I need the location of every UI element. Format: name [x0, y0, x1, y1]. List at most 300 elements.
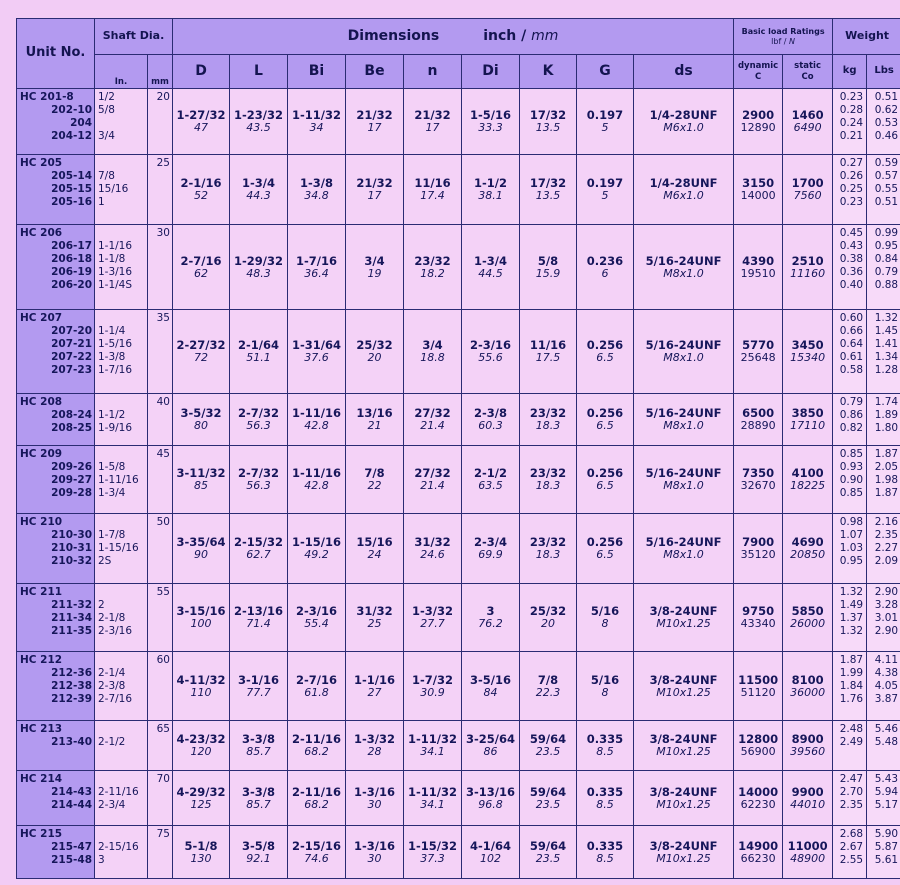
unit-no: 211-35 [51, 625, 92, 637]
dim-mm-value: 23.5 [535, 797, 561, 811]
dim-cell-ds [634, 155, 734, 225]
dim-inch-value: 23/32 [529, 535, 567, 549]
dim-inch-value: 2-7/32 [238, 406, 279, 420]
dim-mm-value: 8.5 [596, 851, 614, 865]
dim-inch-value: 1-15/16 [292, 535, 341, 549]
dim-mm-value: 34.1 [420, 797, 445, 811]
dim-cell-d [173, 310, 230, 394]
dim-cell-ds [634, 225, 734, 310]
dim-inch-value: 5/8 [537, 253, 559, 268]
dim-mm-value: 130 [190, 851, 212, 865]
dim-inch-value: 5/16-24UNF [645, 466, 722, 480]
dim-mm-value: 36.4 [304, 266, 329, 280]
dim-mm-value: 44.3 [246, 189, 271, 202]
static-load-cell [783, 155, 833, 225]
dim-mm-value: 27.7 [420, 617, 445, 630]
dim-inch-value: 5/16 [590, 672, 620, 687]
static-lbf-value: 4690 [791, 535, 824, 549]
static-load-cell [783, 584, 833, 652]
shaft-mm-cell: 55 [148, 584, 173, 652]
dynamic-load-cell [734, 446, 783, 514]
weight-kg-value: 0.90 [839, 474, 864, 486]
shaft-in-value [98, 227, 147, 240]
dim-inch-value: 27/32 [414, 466, 451, 480]
weight-lbs-cell [867, 826, 900, 879]
dim-inch-value: 25/32 [356, 338, 393, 352]
weight-kg-value: 2.68 [839, 828, 864, 840]
dim-inch-value: 1-11/16 [292, 466, 341, 480]
dim-cell-g [577, 446, 634, 514]
dim-cell-k [520, 225, 577, 310]
shaft-in-value [98, 586, 147, 599]
weight-lbs-value: 5.94 [874, 786, 899, 798]
dim-cell-be [346, 446, 404, 514]
dim-cell-be [346, 155, 404, 225]
dim-cell-ds [634, 394, 734, 446]
unit-no-cell [17, 89, 95, 155]
dim-mm-value: 43.5 [246, 121, 271, 134]
dim-mm-value: M10x1.25 [656, 685, 711, 699]
shaft-mm-cell: 70 [148, 771, 173, 826]
dynamic-lbf-value: 14000 [738, 784, 779, 799]
dim-mm-value: M10x1.25 [656, 797, 711, 811]
dim-inch-value: 3/8-24UNF [649, 732, 718, 746]
dim-inch-value: 3-11/32 [176, 466, 226, 480]
static-n-value: 26000 [790, 617, 826, 630]
dim-col-header-be: Be [346, 55, 404, 89]
weight-lbs-value: 5.61 [874, 854, 899, 866]
weight-kg-value: 1.37 [839, 612, 864, 624]
dim-inch-value: 1-5/16 [470, 108, 511, 122]
static-n-value: 20850 [790, 548, 826, 561]
dim-inch-value: 1-3/16 [354, 838, 395, 853]
load-units-lbf: lbf / [771, 36, 787, 46]
dim-cell-di [462, 584, 520, 652]
weight-lbs-value: 0.51 [874, 91, 899, 103]
shaft-in-header: In. [95, 55, 148, 89]
shaft-in-value [98, 516, 147, 529]
dim-cell-bi [288, 394, 346, 446]
dim-mm-value: 25 [367, 617, 382, 630]
dim-cell-l [230, 89, 288, 155]
dim-mm-value: 8.5 [596, 797, 614, 811]
unit-no: HC 214 [20, 773, 63, 785]
dim-cell-d [173, 394, 230, 446]
shaft-in-value: 2-1/4 [98, 667, 126, 679]
dim-cell-di [462, 155, 520, 225]
dim-cell-di [462, 446, 520, 514]
shaft-in-value: 1-7/16 [98, 364, 133, 376]
dim-inch-value: 3 [486, 604, 495, 618]
weight-lbs-value: 1.41 [874, 338, 899, 350]
dim-mm-value: 85 [194, 479, 208, 492]
dim-cell-d [173, 721, 230, 771]
dim-cell-n [404, 310, 462, 394]
shaft-in-value: 1-1/4S [98, 279, 133, 291]
dim-cell-bi [288, 514, 346, 584]
shaft-in-value [98, 773, 147, 786]
dim-inch-value: 13/16 [356, 406, 393, 420]
dim-cell-d [173, 514, 230, 584]
dynamic-lbf-value: 4390 [742, 253, 775, 268]
dim-inch-value: 3-5/16 [470, 672, 511, 687]
dim-mm-value: 24 [367, 548, 382, 561]
unit-no: HC 201-8 [20, 91, 74, 103]
dim-cell-n [404, 225, 462, 310]
dim-inch-value: 3-1/16 [238, 672, 279, 687]
dim-cell-be [346, 721, 404, 771]
weight-lbs-value: 5.48 [874, 736, 899, 748]
dynamic-symbol: C [754, 71, 762, 82]
dim-cell-k [520, 394, 577, 446]
dim-inch-value: 3-25/64 [466, 732, 515, 746]
dynamic-load-cell [734, 721, 783, 771]
dim-inch-value: 3-5/32 [180, 406, 222, 420]
weight-kg-cell [833, 826, 867, 879]
weight-lbs-cell [867, 652, 900, 721]
dim-inch-value: 21/32 [356, 176, 393, 190]
weight-kg-value: 0.98 [839, 516, 864, 528]
weight-lbs-value: 1.87 [874, 487, 899, 499]
unit-group-row [17, 446, 900, 514]
shaft-in-value: 1/2 [98, 91, 115, 103]
dim-mm-value: M10x1.25 [656, 745, 711, 758]
unit-no: HC 208 [20, 396, 63, 408]
dim-cell-k [520, 310, 577, 394]
static-lbf-value: 1700 [791, 176, 824, 190]
static-n-value: 7560 [793, 189, 822, 202]
shaft-in-value: 1-3/16 [98, 266, 133, 278]
shaft-in-value: 3 [98, 854, 105, 866]
dim-cell-ds [634, 826, 734, 879]
dim-inch-value: 1-23/32 [234, 108, 283, 122]
shaft-in-value: 1-11/16 [98, 474, 139, 486]
unit-no: 207-23 [51, 364, 92, 376]
unit-group-row [17, 155, 900, 225]
shaft-in-value: 2-3/16 [98, 625, 133, 637]
dim-col-header-bi: Bi [288, 55, 346, 89]
dim-inch-value: 59/64 [529, 732, 567, 746]
dim-cell-di [462, 721, 520, 771]
weight-kg-value: 2.70 [839, 786, 864, 798]
shaft-mm-cell: 75 [148, 826, 173, 879]
weight-lbs-value: 2.16 [874, 516, 899, 528]
shaft-in-cell [95, 89, 148, 155]
dim-mm-value: M8x1.0 [663, 548, 704, 561]
unit-no-cell [17, 155, 95, 225]
weight-lbs-cell [867, 514, 900, 584]
shaft-in-value: 15/16 [98, 183, 129, 195]
weight-kg-cell [833, 514, 867, 584]
dim-cell-l [230, 514, 288, 584]
weight-lbs-value: 0.79 [874, 266, 899, 278]
dim-cell-n [404, 721, 462, 771]
dim-cell-l [230, 225, 288, 310]
shaft-in-cell [95, 652, 148, 721]
dynamic-lbf-value: 12800 [738, 732, 779, 746]
dim-mm-value: 6.5 [596, 351, 614, 364]
dim-cell-g [577, 155, 634, 225]
unit-no: 210-30 [51, 529, 92, 541]
unit-no-cell [17, 394, 95, 446]
dim-inch-value: 5-1/8 [184, 838, 218, 853]
weight-lbs-value: 3.28 [874, 599, 899, 611]
dim-inch-value: 2-3/4 [474, 535, 507, 549]
dim-col-header-l: L [230, 55, 288, 89]
static-load-cell [783, 394, 833, 446]
dim-inch-value: 0.197 [586, 176, 624, 190]
dim-inch-value: 3/8-24UNF [649, 672, 718, 687]
dim-cell-k [520, 89, 577, 155]
dim-cell-l [230, 584, 288, 652]
dim-inch-value: 0.335 [586, 838, 624, 853]
dim-cell-be [346, 394, 404, 446]
dim-cell-di [462, 394, 520, 446]
dynamic-load-cell [734, 826, 783, 879]
dim-cell-bi [288, 721, 346, 771]
shaft-in-value: 1-9/16 [98, 422, 133, 434]
dim-mm-value: 17.5 [535, 351, 561, 364]
weight-kg-cell [833, 225, 867, 310]
dim-inch-value: 1-11/32 [408, 732, 457, 746]
weight-kg-cell [833, 394, 867, 446]
dim-mm-value: 23.5 [535, 851, 561, 865]
load-ratings-label: Basic load Ratings [741, 26, 825, 36]
weight-lbs-value: 0.46 [874, 130, 899, 142]
weight-lbs-value: 2.90 [874, 586, 899, 598]
static-lbf-value: 1460 [791, 108, 824, 122]
weight-kg-value: 0.25 [839, 183, 864, 195]
dim-inch-value: 1-7/16 [296, 253, 337, 268]
unit-no: 212-36 [51, 667, 92, 679]
dim-inch-value: 1-27/32 [176, 108, 226, 122]
unit-group-row [17, 652, 900, 721]
dynamic-lbf-value: 5770 [742, 338, 775, 352]
weight-kg-value: 1.84 [839, 680, 864, 692]
dim-mm-value: 28 [367, 745, 382, 758]
unit-no: HC 210 [20, 516, 63, 528]
unit-group-row [17, 310, 900, 394]
weight-kg-value: 0.85 [839, 487, 864, 499]
dimensions-label: Dimensions [347, 28, 440, 45]
dynamic-lbf-value: 7900 [742, 535, 775, 549]
shaft-in-value: 2-1/8 [98, 612, 126, 624]
dim-mm-value: 21 [367, 419, 382, 432]
unit-group-row [17, 721, 900, 771]
dim-mm-value: 80 [194, 419, 208, 432]
dim-inch-value: 1-7/32 [412, 672, 453, 687]
dynamic-n-value: 56900 [740, 745, 776, 758]
weight-kg-value: 2.49 [839, 736, 864, 748]
weight-lbs-cell [867, 225, 900, 310]
unit-group-row [17, 394, 900, 446]
dim-inch-value: 3/4 [422, 338, 443, 352]
dim-inch-value: 17/32 [529, 108, 567, 122]
dim-inch-value: 1-1/2 [474, 176, 507, 190]
load-ratings-header [734, 19, 833, 55]
dim-cell-bi [288, 89, 346, 155]
dim-mm-value: 15.9 [535, 266, 561, 280]
dim-mm-value: 18.2 [420, 266, 445, 280]
dim-inch-value: 2-1/16 [180, 176, 222, 190]
weight-lbs-value: 1.87 [874, 448, 899, 460]
dim-cell-ds [634, 584, 734, 652]
shaft-in-value [98, 448, 147, 461]
weight-lbs-cell [867, 446, 900, 514]
dynamic-lbf-value: 11500 [738, 672, 779, 687]
dim-mm-value: 48.3 [246, 266, 271, 280]
dim-inch-value: 3/8-24UNF [649, 604, 718, 618]
weight-kg-cell [833, 155, 867, 225]
dim-inch-value: 5/16 [590, 604, 620, 618]
weight-lbs-value: 0.57 [874, 170, 899, 182]
weight-kg-value: 1.87 [839, 654, 864, 666]
shaft-in-value [98, 312, 147, 325]
dim-cell-l [230, 310, 288, 394]
static-load-cell [783, 721, 833, 771]
weight-kg-value: 1.07 [839, 529, 864, 541]
dim-cell-n [404, 771, 462, 826]
shaft-in-cell [95, 225, 148, 310]
static-load-cell [783, 652, 833, 721]
dim-inch-value: 1-11/16 [292, 406, 341, 420]
shaft-in-value: 2-3/8 [98, 680, 126, 692]
weight-kg-cell [833, 652, 867, 721]
unit-no: 205-15 [51, 183, 92, 195]
shaft-in-value: 1-7/8 [98, 529, 126, 541]
unit-no-cell [17, 446, 95, 514]
unit-no: 209-28 [51, 487, 92, 499]
shaft-in-value [98, 117, 147, 130]
unit-no: HC 205 [20, 157, 63, 169]
weight-kg-cell [833, 584, 867, 652]
dynamic-load-cell [734, 225, 783, 310]
dynamic-n-value: 32670 [740, 479, 776, 492]
weight-lbs-value: 5.17 [874, 799, 899, 811]
weight-kg-value: 1.76 [839, 693, 864, 705]
dim-mm-value: 18.8 [420, 351, 445, 364]
dim-cell-g [577, 826, 634, 879]
dim-inch-value: 0.256 [586, 338, 624, 352]
unit-no-cell [17, 514, 95, 584]
dim-cell-d [173, 584, 230, 652]
dim-cell-l [230, 721, 288, 771]
weight-lbs-value: 1.28 [874, 364, 899, 376]
weight-lbs-cell [867, 721, 900, 771]
dim-mm-value: 33.3 [478, 121, 503, 134]
weight-kg-value: 1.03 [839, 542, 864, 554]
dim-inch-value: 4-29/32 [176, 784, 226, 799]
dim-cell-n [404, 514, 462, 584]
dim-mm-value: 96.8 [478, 797, 503, 811]
dim-cell-n [404, 446, 462, 514]
dim-cell-g [577, 721, 634, 771]
weight-lbs-value: 4.11 [874, 654, 899, 666]
dim-mm-value: 125 [190, 797, 212, 811]
dim-cell-be [346, 89, 404, 155]
dynamic-n-value: 25648 [740, 351, 776, 364]
weight-kg-value: 0.43 [839, 240, 864, 252]
dim-inch-value: 23/32 [529, 406, 567, 420]
unit-no: HC 206 [20, 227, 63, 239]
weight-lbs-cell [867, 155, 900, 225]
dim-inch-value: 2-3/16 [296, 604, 337, 618]
shaft-in-cell [95, 310, 148, 394]
dim-cell-d [173, 446, 230, 514]
unit-no: 205-16 [51, 196, 92, 208]
dim-inch-value: 2-15/16 [292, 838, 341, 853]
shaft-mm-cell: 25 [148, 155, 173, 225]
dim-cell-g [577, 652, 634, 721]
unit-group-row [17, 89, 900, 155]
shaft-in-value: 3/4 [98, 130, 115, 142]
static-lbf-value: 4100 [791, 466, 824, 480]
dim-mm-value: M8x1.0 [663, 266, 704, 280]
dim-mm-value: 102 [480, 851, 501, 865]
dim-inch-value: 11/16 [529, 338, 567, 352]
weight-kg-value: 0.66 [839, 325, 864, 337]
dynamic-lbf-value: 9750 [742, 604, 775, 618]
dynamic-n-value: 43340 [740, 617, 776, 630]
dim-cell-l [230, 394, 288, 446]
dim-mm-value: 85.7 [246, 745, 271, 758]
dynamic-load-cell [734, 310, 783, 394]
weight-lbs-value: 0.99 [874, 227, 899, 239]
weight-lbs-value: 2.27 [874, 542, 899, 554]
dim-mm-value: 21.4 [420, 479, 445, 492]
dynamic-n-value: 66230 [740, 851, 776, 865]
dim-cell-be [346, 514, 404, 584]
dim-mm-value: 56.3 [246, 419, 271, 432]
weight-kg-value: 0.86 [839, 409, 864, 421]
dim-mm-value: 55.4 [304, 617, 329, 630]
unit-no: 206-19 [51, 266, 92, 278]
dim-inch-value: 27/32 [414, 406, 451, 420]
dim-mm-value: 100 [190, 617, 212, 630]
dim-inch-value: 21/32 [356, 108, 393, 122]
weight-lbs-value: 0.62 [874, 104, 899, 116]
dim-inch-value: 1/4-28UNF [649, 176, 718, 190]
weight-kg-value: 0.61 [839, 351, 864, 363]
dim-mm-value: 34 [309, 121, 324, 134]
dim-inch-value: 0.256 [586, 535, 624, 549]
dim-mm-value: 17 [425, 121, 440, 134]
weight-lbs-cell [867, 394, 900, 446]
dim-cell-ds [634, 446, 734, 514]
weight-lbs-value: 2.09 [874, 555, 899, 567]
dynamic-load-cell [734, 771, 783, 826]
unit-no: 206-18 [51, 253, 92, 265]
shaft-in-cell [95, 721, 148, 771]
dim-inch-value: 15/16 [356, 535, 393, 549]
static-lbf-value: 3450 [791, 338, 824, 352]
shaft-in-cell [95, 394, 148, 446]
weight-kg-value: 1.32 [839, 625, 864, 637]
static-lbf-value: 8900 [791, 732, 824, 746]
dim-inch-value: 2-1/64 [238, 338, 279, 352]
dim-inch-value: 3/8-24UNF [649, 784, 718, 799]
shaft-in-value: 5/8 [98, 104, 115, 116]
shaft-in-value [98, 828, 147, 841]
shaft-in-value: 2 [98, 599, 105, 611]
dim-inch-value: 1-3/8 [300, 176, 333, 190]
shaft-mm-cell: 60 [148, 652, 173, 721]
dim-cell-k [520, 826, 577, 879]
shaft-in-value: 1-1/8 [98, 253, 126, 265]
dim-mm-value: 6.5 [596, 479, 614, 492]
dim-mm-value: 47 [194, 121, 208, 134]
weight-lbs-value: 5.87 [874, 841, 899, 853]
